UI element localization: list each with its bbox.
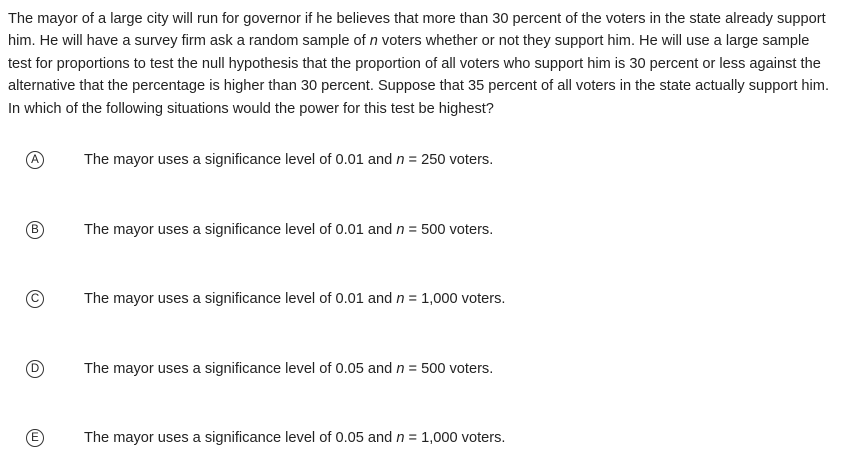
question-stem (8, 8, 834, 120)
option-text-d[interactable] (84, 361, 493, 377)
answer-option-c[interactable] (26, 288, 826, 310)
option-letter-a[interactable]: A (26, 151, 44, 169)
option-letter-e[interactable]: E (26, 429, 44, 447)
option-text-e-var: n (396, 430, 405, 446)
option-text-a[interactable] (84, 152, 493, 168)
option-text-a-var: n (396, 152, 405, 168)
option-letter-d[interactable]: D (26, 360, 44, 378)
option-text-b-var: n (396, 222, 405, 238)
option-text-c[interactable] (84, 291, 505, 307)
option-text-d-prefix: The mayor uses a significance level of 0.05 and (84, 361, 397, 377)
answer-option-a[interactable] (26, 149, 826, 171)
option-letter-c[interactable]: C (26, 290, 44, 308)
question-text-part1: The mayor of a large city will run for governor if he believes that more than 30 percent of the voters in the state already support him. He will have a survey firm ask a random sample of (8, 11, 826, 50)
option-text-e-suffix: = 1,000 voters. (404, 430, 506, 446)
option-text-c-prefix: The mayor uses a significance level of 0.01 and (84, 291, 397, 307)
option-text-e[interactable] (84, 430, 505, 446)
question-n-variable: n (369, 33, 378, 50)
option-text-a-suffix: = 250 voters. (404, 152, 494, 168)
option-text-c-var: n (396, 291, 405, 307)
option-text-e-prefix: The mayor uses a significance level of 0.05 and (84, 430, 397, 446)
option-text-d-var: n (396, 361, 405, 377)
answer-option-b[interactable] (26, 219, 826, 241)
option-letter-b[interactable]: B (26, 221, 44, 239)
option-text-b[interactable] (84, 222, 493, 238)
option-text-c-suffix: = 1,000 voters. (404, 291, 506, 307)
option-text-a-prefix: The mayor uses a significance level of 0.01 and (84, 152, 397, 168)
option-text-b-prefix: The mayor uses a significance level of 0.01 and (84, 222, 397, 238)
question-text-part2: voters whether or not they support him. He will use a large sample test for proportions to test the null hypothesis that the proportion of all voters who support him is 30 percent or less against the alternative that the percentage is higher than 30 percent. Suppose that 35 percent of all voters in the state actually support him. In which of the following situations would the power for this test be highest? (8, 33, 829, 117)
answer-option-d[interactable] (26, 358, 826, 380)
option-text-d-suffix: = 500 voters. (404, 361, 494, 377)
option-text-b-suffix: = 500 voters. (404, 222, 494, 238)
answer-option-e[interactable] (26, 427, 826, 449)
